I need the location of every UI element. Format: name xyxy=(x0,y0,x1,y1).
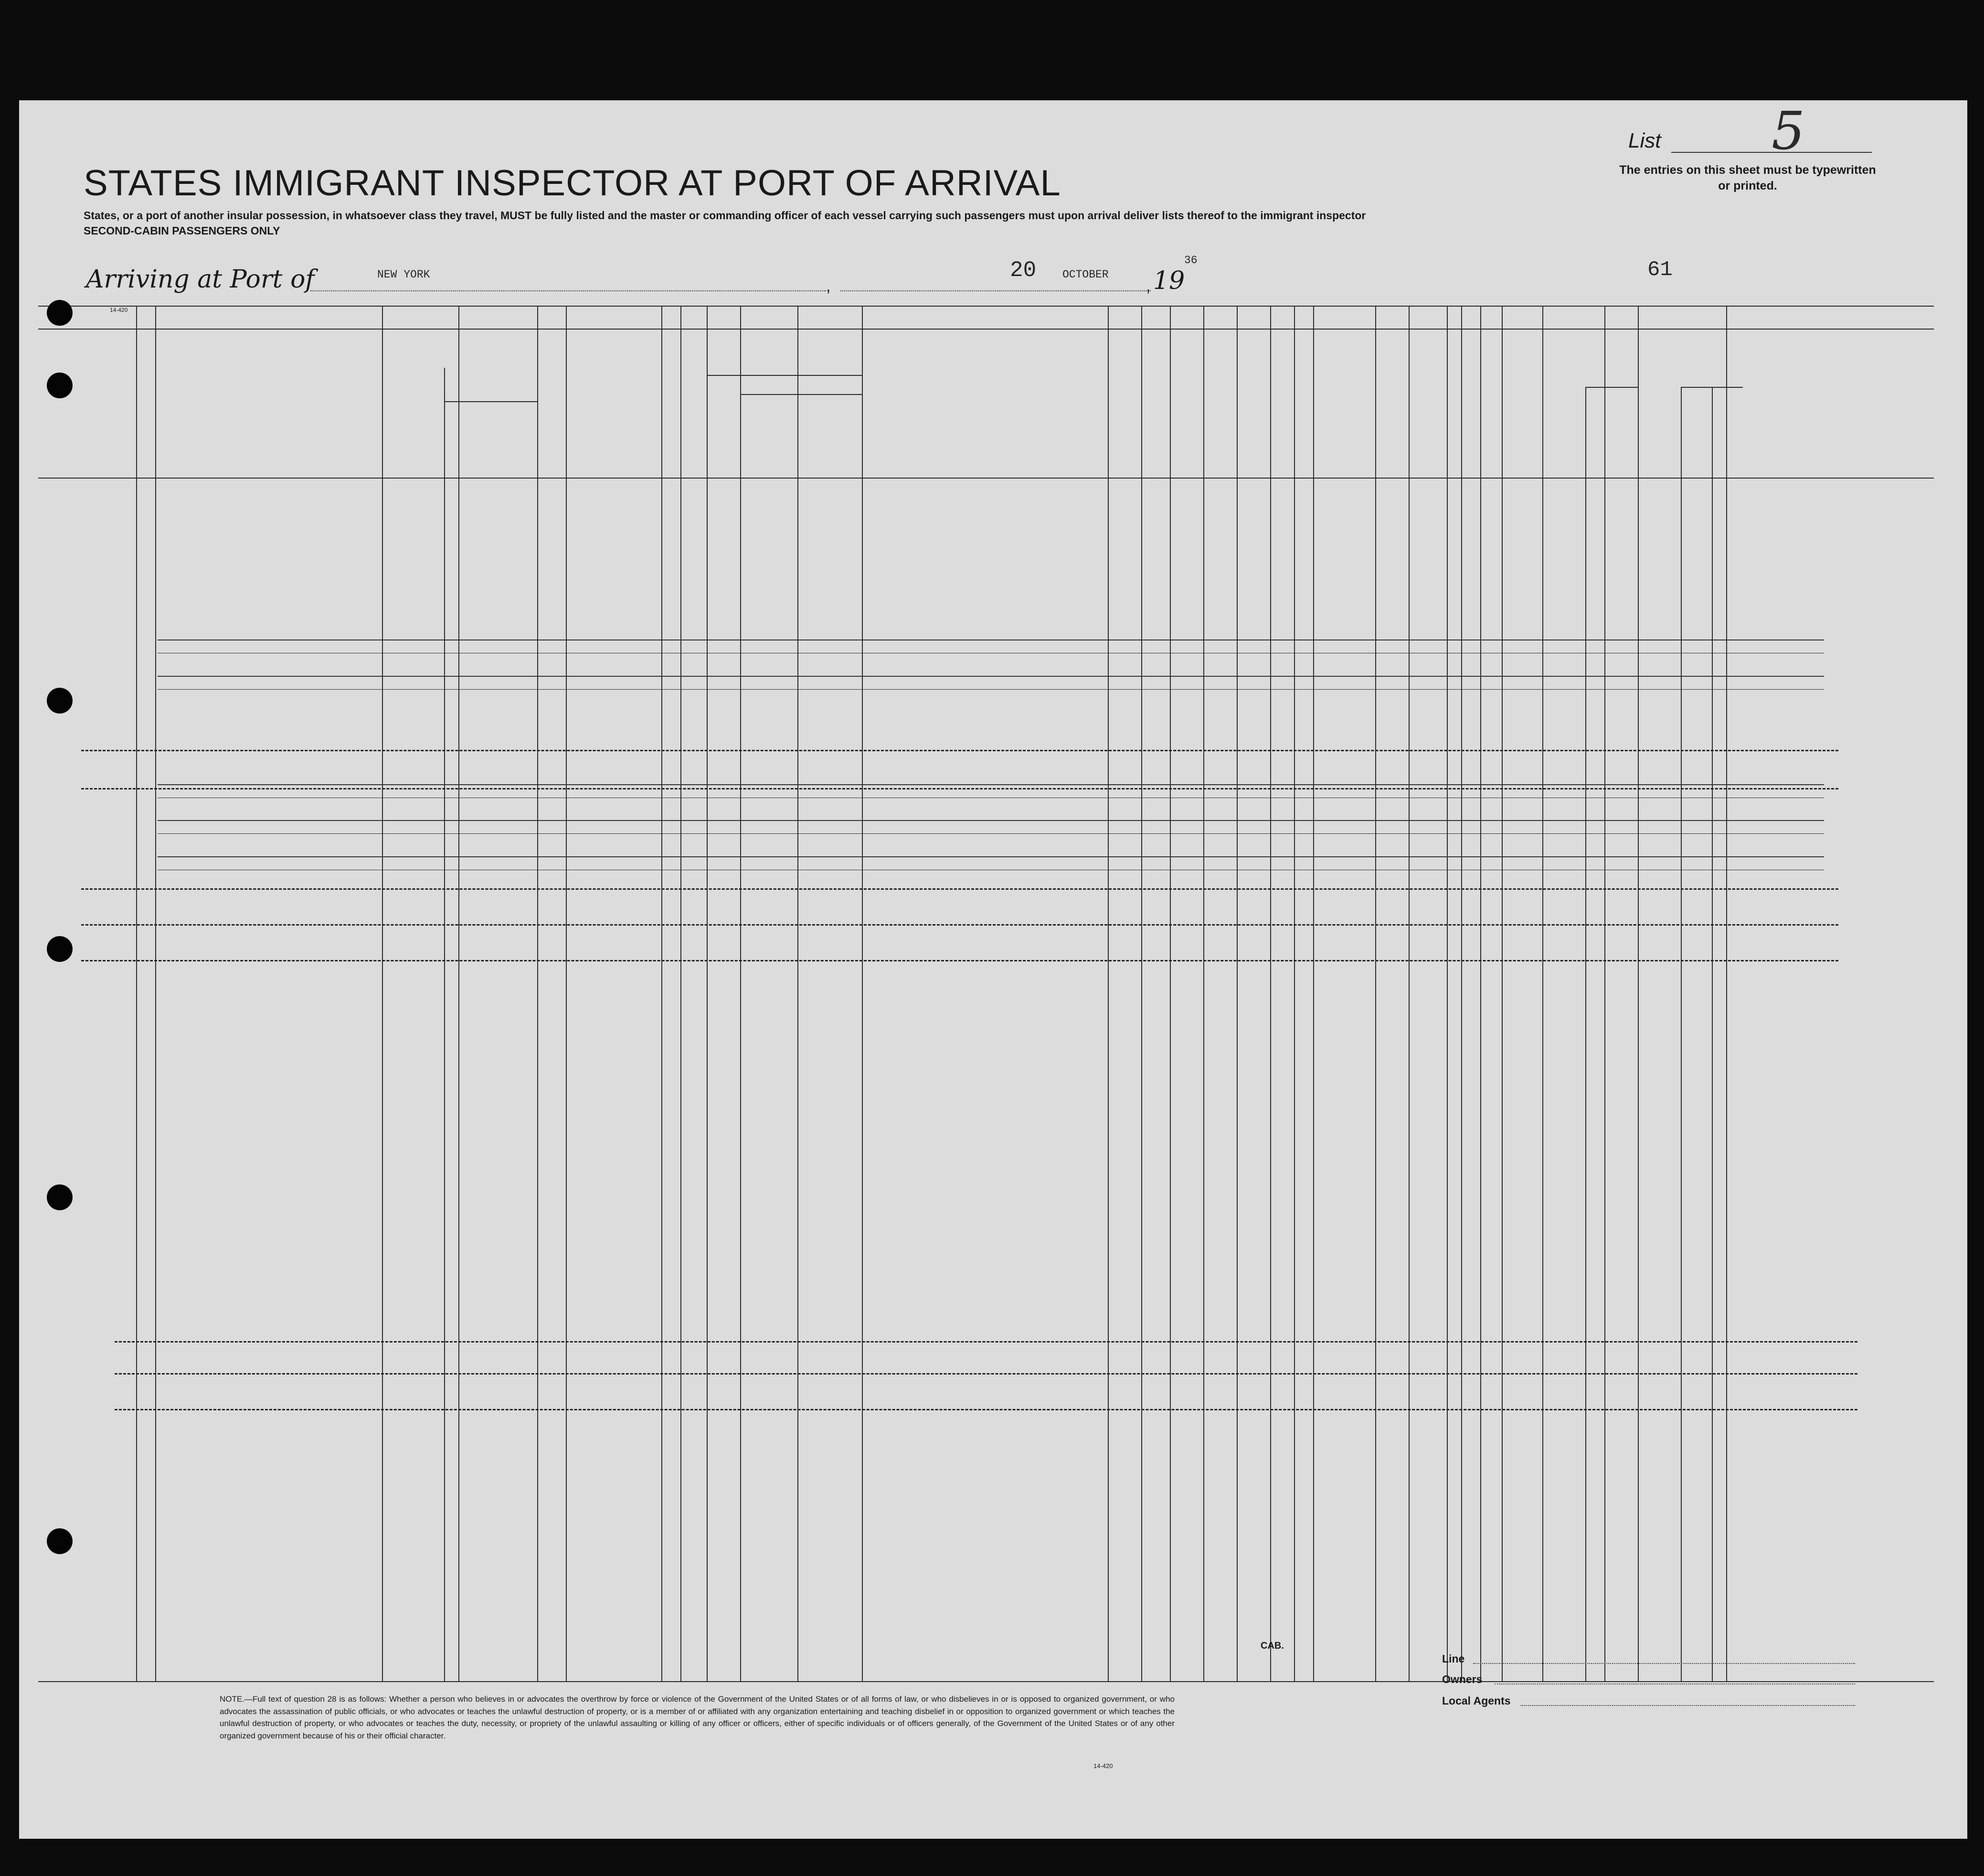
arrival-year-suffix: 36 xyxy=(1184,254,1198,266)
page-number: 61 xyxy=(1647,258,1673,282)
row-strikeout xyxy=(158,856,1824,857)
column-divider xyxy=(1502,306,1503,1681)
sub-header-divider xyxy=(1585,387,1638,388)
column-divider xyxy=(1726,306,1727,1681)
column-divider xyxy=(1681,387,1682,1681)
row-strikeout xyxy=(158,689,1824,690)
header-c24c xyxy=(1171,353,1202,473)
column-divider xyxy=(1409,306,1410,1681)
column-divider xyxy=(707,306,708,1681)
row-divider-dash xyxy=(115,1341,1857,1343)
column-divider xyxy=(1108,306,1109,1681)
column-divider xyxy=(1237,306,1238,1681)
column-divider xyxy=(1585,387,1586,1681)
row-divider-dash xyxy=(81,924,1838,926)
footer-cab: CAB. xyxy=(1261,1641,1284,1651)
table-header-divider xyxy=(38,329,1934,330)
column-divider xyxy=(458,306,459,1681)
binder-hole xyxy=(47,1528,73,1554)
cabin-class: SECOND-CABIN PASSENGERS ONLY xyxy=(84,224,280,237)
table-bottom-border xyxy=(38,1681,1934,1682)
row-divider-dash xyxy=(81,788,1838,789)
header-c26 xyxy=(1238,334,1269,473)
column-divider xyxy=(1375,306,1376,1681)
column-divider xyxy=(1480,306,1481,1681)
column-divider xyxy=(1542,306,1543,1681)
column-divider xyxy=(1712,387,1713,1681)
column-divider xyxy=(680,306,681,1681)
row-strikeout xyxy=(158,820,1824,821)
binder-hole xyxy=(47,936,73,962)
list-number: 5 xyxy=(1772,100,1805,161)
column-divider xyxy=(1461,306,1462,1681)
column-divider xyxy=(862,306,863,1681)
sub-header-divider xyxy=(444,401,537,402)
port-name: NEW YORK xyxy=(377,268,430,281)
column-divider xyxy=(740,306,741,1681)
sub-header-divider xyxy=(740,394,862,395)
column-divider xyxy=(1294,306,1295,1681)
binder-hole xyxy=(47,373,73,398)
footer-note: NOTE.—Full text of question 28 is as follows: Whether a person who believes in or advocates the overthrow by force or violence of the Government of the United States or of all forms of law, or who disbelieves in or is opposed to organized government, or who advocates the assassination of public officials, or who advocates or teaches the unlawful destruction of property, or is a member of or affiliated with any organization entertaining and teaching disbelief in or opposition to organized government or which teaches the unlawful destruction of property, or who advocates or teaches the duty, necessity, or propriety of the unlawful assaulting or killing of any officer or officers, either of specific individuals or of officers generally, of the Government of the United States or of any other organized government because of his or their official character. xyxy=(220,1695,1175,1740)
header-c29 xyxy=(1315,334,1374,473)
list-label: List xyxy=(1628,129,1661,152)
column-divider xyxy=(1447,306,1448,1681)
column-divider xyxy=(1170,306,1171,1681)
header-c24b xyxy=(1142,353,1168,473)
column-divider xyxy=(444,368,445,1681)
arrival-year-prefix: 19 xyxy=(1153,266,1185,295)
footer-agents-label: Local Agents xyxy=(1442,1695,1511,1707)
manifest-table xyxy=(19,100,1967,1839)
header-c28 xyxy=(1295,334,1312,473)
header-c25 xyxy=(1205,334,1235,473)
header-c24a xyxy=(1110,353,1139,473)
manifest-sheet: List 5 The entries on this sheet must be typewritten or printed. STATES IMMIGRANT INSPECTOR AT PORT OF ARRIVAL States, or a port of another insular possession, in whatsoever class they travel, MUST be fully listed and the master or commanding officer of each vessel carrying such passengers must upon arrival deliver lists thereof to the immigrant inspector SECOND-CABIN PASSENGERS ONLY Arriving at Port of NEW YORK , 20 OCTOBER , 19 36 61 14-420 NOTE.—Full text of question 28 is as follows: Whether a person who believes in or advocates the overthrow by force or violence of the Government of the United States or of all forms of law, or who disbelieves in or is opposed to organized government, or who advocates the assassination of public officials, or who advocates or teaches the unlawful destruction of property, or is a member of or affiliated with any organization entertaining and teaching disbelief in or opposition to organized government or which teaches the unlawful destruction of property, or who advocates or teaches the duty, necessity, or propriety of the unlawful assaulting or killing of any officer or officers, either of specific individuals or of officers generally, of the Government of the United States or of any other organized government because of his or their official character. 14-420 CAB. Line Owners Local Agents xyxy=(19,100,1967,1839)
column-divider xyxy=(661,306,662,1681)
binder-hole xyxy=(47,688,73,714)
page-title: STATES IMMIGRANT INSPECTOR AT PORT OF ARRIVAL xyxy=(84,163,1061,203)
column-divider xyxy=(1141,306,1142,1681)
header-c19 xyxy=(539,334,565,473)
column-divider xyxy=(1313,306,1314,1681)
footer-owners-label: Owners xyxy=(1442,1673,1483,1685)
row-divider-dash xyxy=(81,960,1838,961)
arriving-label: Arriving at Port of xyxy=(86,265,315,294)
header-c21 xyxy=(663,334,679,473)
form-small: 14-420 xyxy=(110,307,128,313)
arrival-day: 20 xyxy=(1010,258,1037,283)
row-divider-dash xyxy=(81,750,1838,751)
column-divider xyxy=(566,306,567,1681)
footer-line-label: Line xyxy=(1442,1652,1465,1665)
column-divider xyxy=(382,306,383,1681)
binder-hole xyxy=(47,1184,73,1210)
arrival-month: OCTOBER xyxy=(1062,268,1109,281)
row-divider-dash xyxy=(81,888,1838,890)
column-divider xyxy=(136,306,137,1681)
footer-form-number: 14-420 xyxy=(1093,1762,1113,1769)
table-top-border xyxy=(38,306,1934,307)
row-strikeout xyxy=(158,676,1824,677)
column-divider xyxy=(155,306,156,1681)
row-divider-dash xyxy=(115,1373,1857,1375)
column-divider xyxy=(1203,306,1204,1681)
column-divider xyxy=(1638,306,1639,1681)
table-body-divider xyxy=(38,478,1934,479)
column-divider xyxy=(1604,306,1605,1681)
row-strikeout xyxy=(158,833,1824,834)
row-divider-dash xyxy=(115,1409,1857,1410)
row-strikeout xyxy=(158,784,1824,785)
column-divider xyxy=(797,306,798,1681)
header-c31 xyxy=(1410,334,1445,473)
header-c34b xyxy=(1604,392,1633,473)
column-divider xyxy=(537,306,538,1681)
binder-hole xyxy=(47,300,73,326)
column-divider xyxy=(1270,306,1271,1681)
page-subtitle: States, or a port of another insular possession, in whatsoever class they travel, MUST be fully listed and the master or commanding officer of each vessel carrying such passengers must upon arrival deliver lists thereof to the immigrant inspector xyxy=(84,209,1366,222)
entries-note: The entries on this sheet must be typewritten or printed. xyxy=(1619,163,1876,192)
header-c30 xyxy=(1377,334,1407,473)
sub-header-divider xyxy=(707,375,862,376)
header-c27 xyxy=(1272,334,1293,473)
